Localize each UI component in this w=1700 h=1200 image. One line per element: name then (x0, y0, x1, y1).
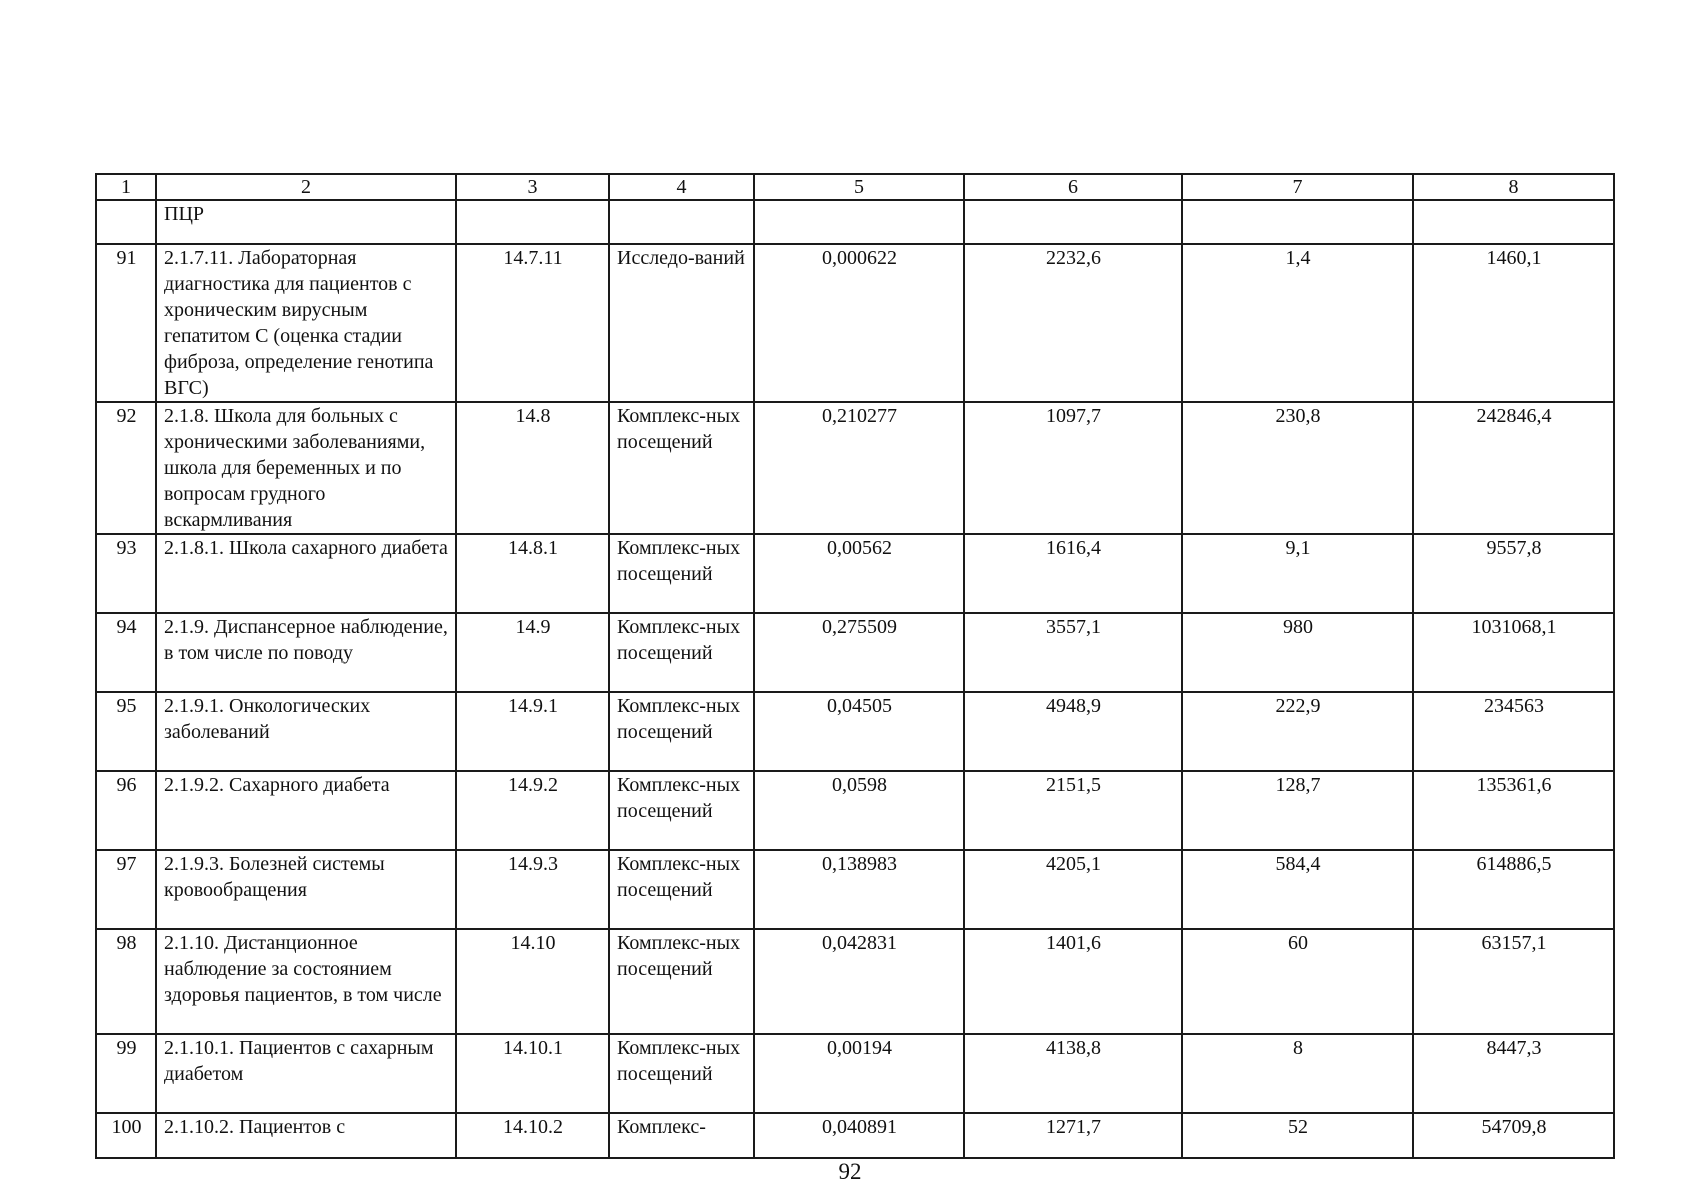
row-code: 14.8 (456, 402, 609, 534)
table-row (96, 200, 1614, 244)
row-code (456, 200, 609, 244)
row-value-5: 0,042831 (754, 929, 964, 1034)
row-number: 93 (96, 534, 156, 613)
row-value-6: 1401,6 (964, 929, 1182, 1034)
row-code: 14.9 (456, 613, 609, 692)
row-value-7: 9,1 (1182, 534, 1413, 613)
row-value-5: 0,210277 (754, 402, 964, 534)
row-value-6: 2232,6 (964, 244, 1182, 402)
column-number: 1 (96, 174, 156, 200)
table-row (96, 402, 1614, 534)
row-value-7: 8 (1182, 1034, 1413, 1113)
table-row (96, 1034, 1614, 1113)
row-value-7: 60 (1182, 929, 1413, 1034)
row-unit: Комплекс-ных посещений (609, 534, 754, 613)
row-value-6: 4205,1 (964, 850, 1182, 929)
row-value-7: 980 (1182, 613, 1413, 692)
row-value-5: 0,00562 (754, 534, 964, 613)
row-unit: Комплекс-ных посещений (609, 402, 754, 534)
row-value-5 (754, 200, 964, 244)
row-number: 92 (96, 402, 156, 534)
row-unit: Комплекс-ных посещений (609, 771, 754, 850)
column-number: 3 (456, 174, 609, 200)
row-code: 14.7.11 (456, 244, 609, 402)
row-value-8: 242846,4 (1413, 402, 1614, 534)
row-number: 97 (96, 850, 156, 929)
row-value-6: 1616,4 (964, 534, 1182, 613)
table-row (96, 613, 1614, 692)
row-code: 14.10 (456, 929, 609, 1034)
column-number: 6 (964, 174, 1182, 200)
row-number: 99 (96, 1034, 156, 1113)
row-value-8: 135361,6 (1413, 771, 1614, 850)
row-name: 2.1.9.3. Болезней системы кровообращения (156, 850, 456, 929)
column-number: 8 (1413, 174, 1614, 200)
row-value-8: 1460,1 (1413, 244, 1614, 402)
row-value-7: 230,8 (1182, 402, 1413, 534)
row-value-8: 54709,8 (1413, 1113, 1614, 1158)
row-value-5: 0,00194 (754, 1034, 964, 1113)
row-unit: Комплекс-ных посещений (609, 850, 754, 929)
row-value-8: 234563 (1413, 692, 1614, 771)
table-row (96, 929, 1614, 1034)
table-row (96, 244, 1614, 402)
row-value-7: 584,4 (1182, 850, 1413, 929)
row-value-6: 3557,1 (964, 613, 1182, 692)
row-name: 2.1.9.1. Онкологических заболеваний (156, 692, 456, 771)
row-number: 91 (96, 244, 156, 402)
row-value-6: 1271,7 (964, 1113, 1182, 1158)
row-number: 100 (96, 1113, 156, 1158)
column-number: 5 (754, 174, 964, 200)
row-unit: Комплекс-ных посещений (609, 1034, 754, 1113)
row-value-8: 1031068,1 (1413, 613, 1614, 692)
row-code: 14.9.2 (456, 771, 609, 850)
row-number: 96 (96, 771, 156, 850)
row-value-8: 8447,3 (1413, 1034, 1614, 1113)
row-unit: Комплекс-ных посещений (609, 692, 754, 771)
row-unit: Комплекс- (609, 1113, 754, 1158)
row-value-6: 2151,5 (964, 771, 1182, 850)
row-value-5: 0,0598 (754, 771, 964, 850)
column-number: 2 (156, 174, 456, 200)
row-value-5: 0,040891 (754, 1113, 964, 1158)
row-code: 14.10.1 (456, 1034, 609, 1113)
row-value-7: 52 (1182, 1113, 1413, 1158)
row-code: 14.9.1 (456, 692, 609, 771)
page-number: 92 (838, 1159, 862, 1184)
row-value-6: 4138,8 (964, 1034, 1182, 1113)
data-table (95, 173, 1615, 1159)
row-value-7: 128,7 (1182, 771, 1413, 850)
row-number: 95 (96, 692, 156, 771)
row-name: ПЦР (156, 200, 456, 244)
row-code: 14.10.2 (456, 1113, 609, 1158)
column-number: 7 (1182, 174, 1413, 200)
row-value-6 (964, 200, 1182, 244)
row-number: 94 (96, 613, 156, 692)
row-unit: Комплекс-ных посещений (609, 929, 754, 1034)
table-row (96, 771, 1614, 850)
row-unit: Комплекс-ных посещений (609, 613, 754, 692)
column-number: 4 (609, 174, 754, 200)
row-unit: Исследо-ваний (609, 244, 754, 402)
row-number (96, 200, 156, 244)
row-value-7: 1,4 (1182, 244, 1413, 402)
row-value-5: 0,04505 (754, 692, 964, 771)
row-name: 2.1.10.2. Пациентов с (156, 1113, 456, 1158)
row-code: 14.8.1 (456, 534, 609, 613)
table-row (96, 1113, 1614, 1158)
row-value-7: 222,9 (1182, 692, 1413, 771)
row-value-8: 9557,8 (1413, 534, 1614, 613)
row-value-5: 0,275509 (754, 613, 964, 692)
row-name: 2.1.7.11. Лабораторная диагностика для пациентов с хроническим вирусным гепатитом С (оценка стадии фиброза, определение генотипа ВГС) (156, 244, 456, 402)
row-code: 14.9.3 (456, 850, 609, 929)
column-number-row (96, 174, 1614, 200)
row-value-8: 63157,1 (1413, 929, 1614, 1034)
row-name: 2.1.9. Диспансерное наблюдение, в том числе по поводу (156, 613, 456, 692)
row-name: 2.1.8.1. Школа сахарного диабета (156, 534, 456, 613)
row-value-6: 1097,7 (964, 402, 1182, 534)
row-name: 2.1.10.1. Пациентов с сахарным диабетом (156, 1034, 456, 1113)
table-row (96, 850, 1614, 929)
table-row (96, 534, 1614, 613)
row-value-8 (1413, 200, 1614, 244)
table-row (96, 692, 1614, 771)
row-name: 2.1.9.2. Сахарного диабета (156, 771, 456, 850)
row-name: 2.1.10. Дистанционное наблюдение за состоянием здоровья пациентов, в том числе (156, 929, 456, 1034)
row-value-8: 614886,5 (1413, 850, 1614, 929)
row-value-7 (1182, 200, 1413, 244)
row-value-6: 4948,9 (964, 692, 1182, 771)
row-value-5: 0,000622 (754, 244, 964, 402)
row-name: 2.1.8. Школа для больных с хроническими заболеваниями, школа для беременных и по вопросам грудного вскармливания (156, 402, 456, 534)
row-number: 98 (96, 929, 156, 1034)
row-value-5: 0,138983 (754, 850, 964, 929)
row-unit (609, 200, 754, 244)
